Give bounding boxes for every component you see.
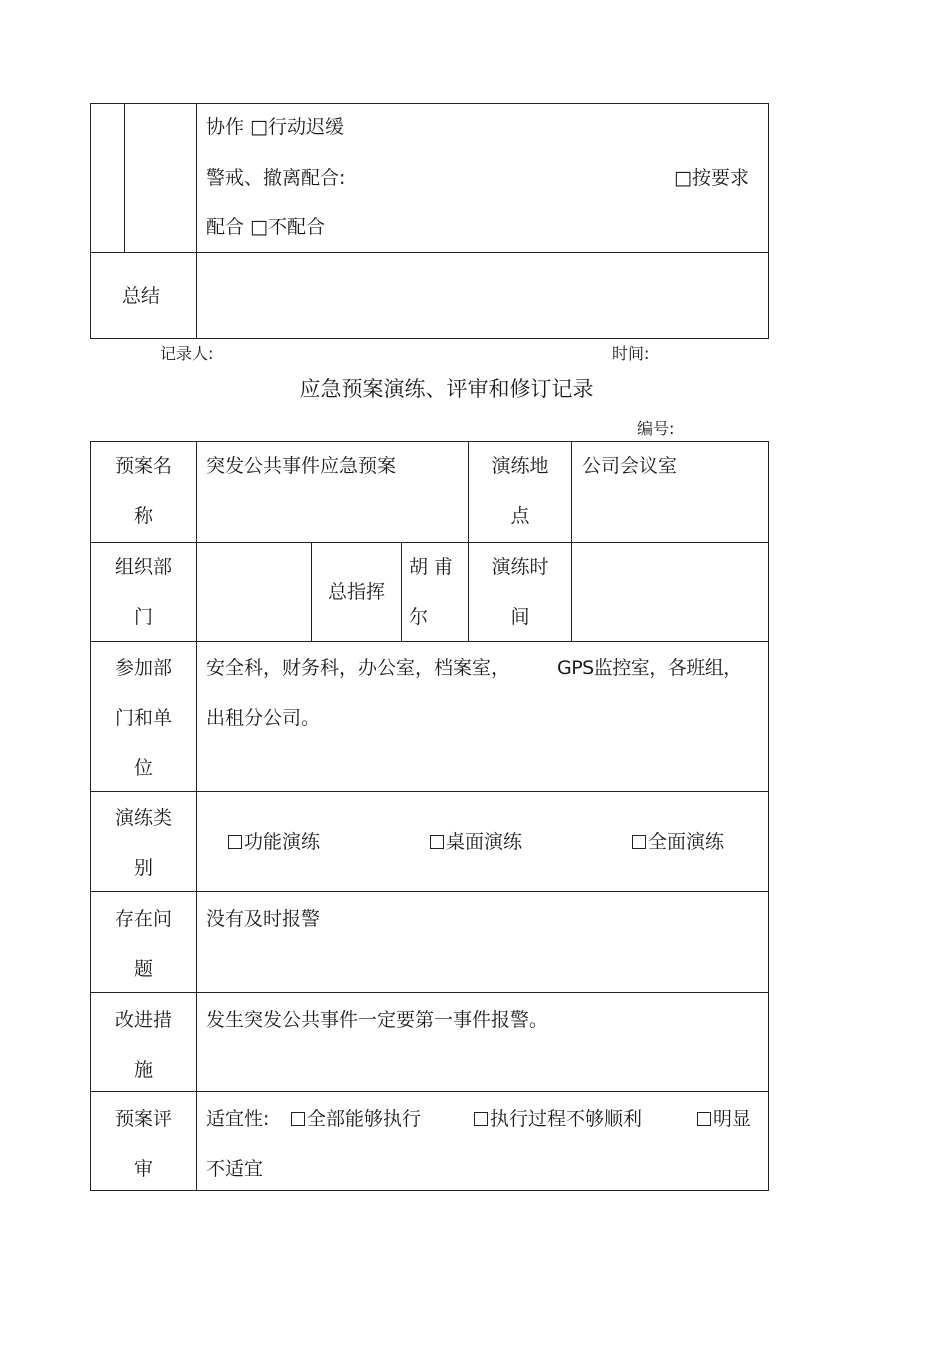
cooperation-option-line: 配合 □不配合 bbox=[206, 216, 325, 238]
org-label-2: 门 bbox=[133, 606, 153, 628]
checkbox-icon bbox=[291, 1112, 305, 1126]
review-option-not-smooth: 执行过程不够顺利 bbox=[474, 1107, 642, 1131]
checkbox-icon bbox=[474, 1112, 488, 1126]
review-option-fully-executable: 全部能够执行 bbox=[291, 1107, 421, 1131]
checkbox-icon bbox=[430, 835, 444, 849]
review-suitability-label: 适宜性: bbox=[206, 1108, 270, 1130]
drill-time-label-2: 间 bbox=[510, 606, 530, 628]
problems-label-1: 存在问 bbox=[114, 908, 172, 930]
participants-value-1b: GPS监控室，各班组， bbox=[557, 657, 742, 679]
participants-label-3: 位 bbox=[133, 757, 153, 779]
participants-value-2: 出租分公司。 bbox=[206, 707, 321, 729]
commander-value-1: 胡 甫 bbox=[409, 556, 454, 578]
org-label-1: 组织部 bbox=[114, 556, 172, 578]
recorder-label: 记录人: bbox=[160, 344, 214, 363]
commander-value-2: 尔 bbox=[409, 606, 429, 628]
improve-value: 发生突发公共事件一定要第一事件报警。 bbox=[206, 1009, 549, 1031]
serial-number-label: 编号: bbox=[637, 419, 675, 438]
drill-time-label-1: 演练时 bbox=[491, 556, 549, 578]
plan-name-label-1: 预案名 bbox=[114, 455, 172, 477]
as-required-option: □按要求 bbox=[674, 167, 749, 189]
checkbox-icon bbox=[697, 1112, 711, 1126]
time-label: 时间: bbox=[612, 344, 650, 363]
location-label-1: 演练地 bbox=[491, 455, 549, 477]
participants-value-1a: 安全科，财务科，办公室，档案室， bbox=[206, 657, 511, 679]
category-label-1: 演练类 bbox=[114, 807, 172, 829]
location-label-2: 点 bbox=[510, 505, 530, 527]
review-option-unsuitable: 不适宜 bbox=[206, 1158, 264, 1180]
review-label-1: 预案评 bbox=[114, 1108, 172, 1130]
summary-label: 总结 bbox=[122, 285, 161, 307]
location-value: 公司会议室 bbox=[582, 455, 678, 477]
improve-label-1: 改进措 bbox=[114, 1009, 172, 1031]
plan-name-value: 突发公共事件应急预案 bbox=[206, 455, 397, 477]
checkbox-icon bbox=[228, 835, 242, 849]
participants-label-2: 门和单 bbox=[114, 707, 172, 729]
category-full-scale-option: 全面演练 bbox=[632, 830, 724, 854]
document-title: 应急预案演练、评审和修订记录 bbox=[299, 377, 594, 401]
commander-label: 总指挥 bbox=[327, 581, 385, 603]
cooperation-line: 协作 □行动迟缓 bbox=[206, 116, 344, 138]
participants-label-1: 参加部 bbox=[114, 657, 172, 679]
plan-name-label-2: 称 bbox=[133, 505, 153, 527]
problems-label-2: 题 bbox=[133, 958, 153, 980]
evacuation-label: 警戒、撤离配合: bbox=[206, 167, 346, 189]
category-functional-option: 功能演练 bbox=[228, 830, 320, 854]
problems-value: 没有及时报警 bbox=[206, 908, 321, 930]
review-option-obviously: 明显 bbox=[697, 1107, 751, 1131]
checkbox-icon bbox=[632, 835, 646, 849]
review-label-2: 审 bbox=[133, 1158, 153, 1180]
category-label-2: 别 bbox=[133, 857, 153, 879]
category-tabletop-option: 桌面演练 bbox=[430, 830, 522, 854]
improve-label-2: 施 bbox=[133, 1059, 153, 1081]
